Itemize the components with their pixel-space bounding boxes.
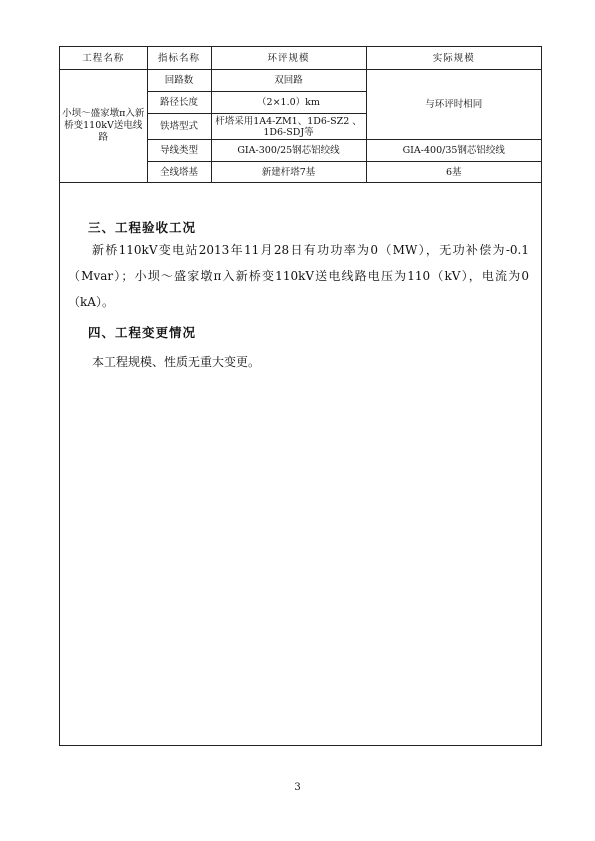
section-3-title: 三、工程验收工况 <box>88 220 197 235</box>
header-indicator: 指标名称 <box>147 47 211 70</box>
indicator-cell: 铁塔型式 <box>147 114 211 140</box>
eia-cell: 杆塔采用1A4-ZM1、1D6-SZ2 、1D6-SDJ等 <box>211 114 366 140</box>
project-name-cell: 小坝～盛家墩π入新桥变110kV送电线路 <box>60 70 147 183</box>
section-3-body: 新桥110kV变电站2013年11月28日有功功率为0（MW），无功补偿为-0.1（Mvar）；小坝～盛家墩π入新桥变110kV送电线路电压为110（kV），电流为0（kA）。 <box>68 243 529 309</box>
eia-cell: 双回路 <box>211 70 366 92</box>
project-spec-table <box>60 47 541 183</box>
section-4-body: 本工程规模、性质无重大变更。 <box>92 355 261 369</box>
table-row <box>60 70 541 92</box>
header-project-name: 工程名称 <box>60 47 147 70</box>
actual-merged-cell: 与环评时相同 <box>366 70 541 140</box>
indicator-cell: 路径长度 <box>147 92 211 114</box>
actual-cell: 6基 <box>366 162 541 183</box>
header-eia-scale: 环评规模 <box>211 47 366 70</box>
report-frame <box>59 46 542 746</box>
eia-cell: （2×1.0）km <box>211 92 366 114</box>
eia-cell: 新建杆塔7基 <box>211 162 366 183</box>
section-4-title: 四、工程变更情况 <box>88 325 197 340</box>
header-actual-scale: 实际规模 <box>366 47 541 70</box>
indicator-cell: 导线类型 <box>147 140 211 162</box>
table-header-row <box>60 47 541 70</box>
eia-cell: GIA-300/25钢芯铝绞线 <box>211 140 366 162</box>
actual-cell: GIA-400/35钢芯铝绞线 <box>366 140 541 162</box>
indicator-cell: 全线塔基 <box>147 162 211 183</box>
page-number: 3 <box>294 782 301 793</box>
indicator-cell: 回路数 <box>147 70 211 92</box>
